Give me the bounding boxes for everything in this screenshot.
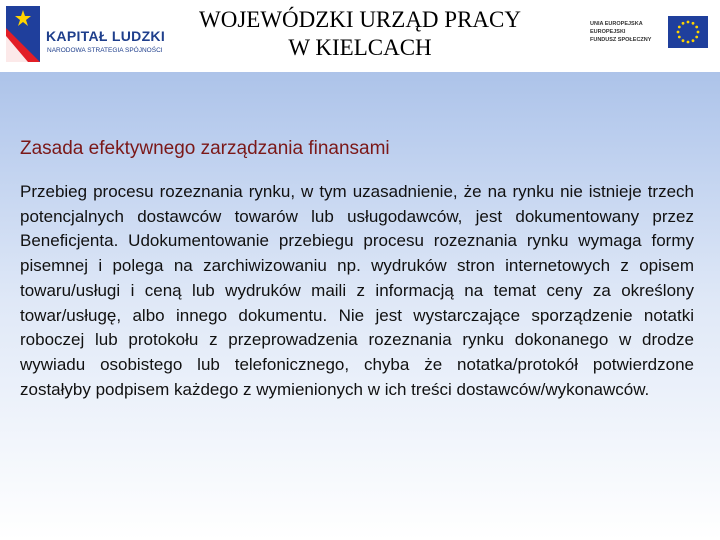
kapital-ludzki-logo bbox=[6, 6, 166, 66]
eu-logo-line1: UNIA EUROPEJSKA bbox=[590, 21, 643, 27]
eu-flag-icon bbox=[668, 16, 708, 48]
eu-logo bbox=[588, 16, 708, 56]
header-title-line2: W KIELCACH bbox=[288, 35, 432, 60]
eu-logo-text bbox=[590, 20, 656, 44]
page-header-title bbox=[150, 6, 570, 62]
logo-brand-text: KAPITAŁ LUDZKI bbox=[46, 28, 166, 44]
section-title: Zasada efektywnego zarządzania finansami bbox=[20, 138, 390, 159]
body-paragraph: Przebieg procesu rozeznania rynku, w tym uzasadnienie, że na rynku nie istnieje trzech potencjalnych dostawców towarów lub usługodawców, jest dokumentowany przez Beneficjenta. Udokumentowanie przebiegu procesu rozeznania rynku wymaga formy pisemnej i polega na zarchiwizowaniu np. wydruków stron internetowych z opisem towaru/usługi i ceną lub wydruków maili z informacją na temat ceny za określony towar/usługę, albo innego dokumentu. Nie jest wystarczające sporządzenie notatki roboczej lub protokołu z przeprowadzenia rozeznania rynku dokonanego w drodze wywiadu osobistego lub telefonicznego, chyba że notatka/protokół potwierdzone zostałyby podpisem każdego z wymienionych w ich treści dostawców/wykonawców. bbox=[20, 182, 694, 399]
header-title-line1: WOJEWÓDZKI URZĄD PRACY bbox=[199, 7, 521, 32]
header-bar bbox=[0, 0, 720, 72]
logo-subtitle-text: NARODOWA STRATEGIA SPÓJNOŚCI bbox=[47, 47, 163, 54]
eu-logo-line2: EUROPEJSKI bbox=[590, 29, 626, 35]
polish-flag-logo-icon bbox=[6, 6, 40, 62]
eu-logo-line3: FUNDUSZ SPOŁECZNY bbox=[590, 37, 652, 43]
